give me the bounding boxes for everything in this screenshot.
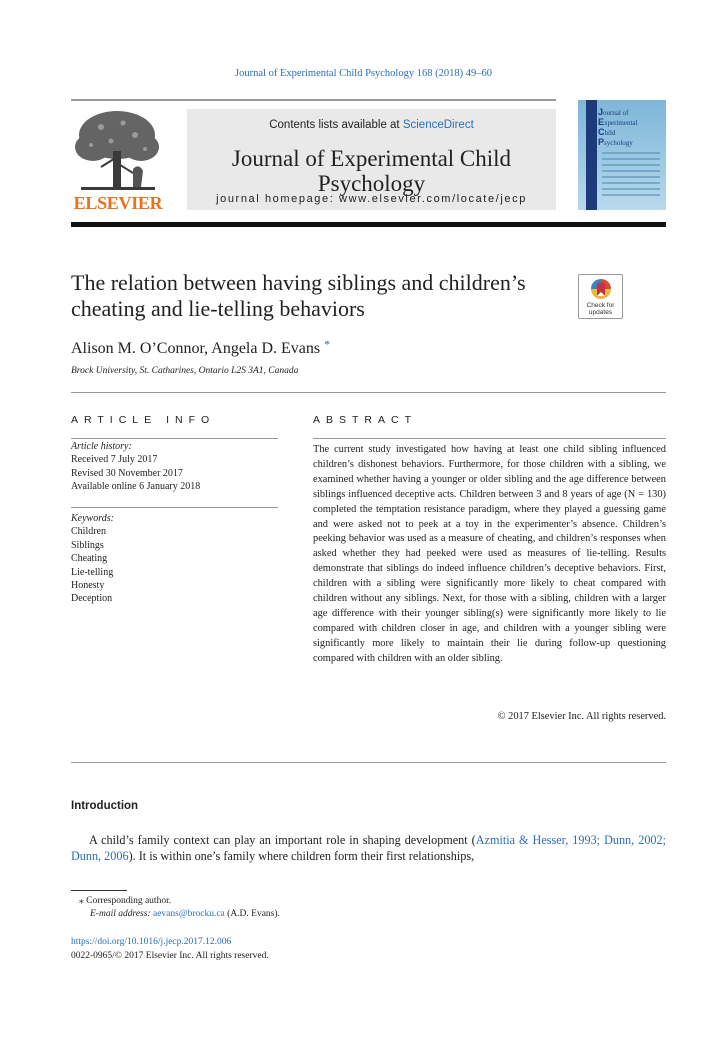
introduction-heading: Introduction (71, 800, 139, 812)
check-for-updates-button[interactable] (578, 274, 623, 319)
contents-prefix: Contents lists available at (269, 119, 403, 131)
sciencedirect-link[interactable]: ScienceDirect (402, 119, 474, 131)
cover-title: Journal of Experimental Child Psychology (598, 107, 638, 147)
masthead-top-rule (71, 99, 556, 101)
contents-line (187, 119, 556, 131)
masthead (71, 99, 666, 227)
journal-title-line-2: Psychology (317, 171, 426, 196)
history-online: Available online 6 January 2018 (71, 481, 201, 493)
introduction-paragraph (71, 832, 666, 864)
article-history-label: Article history: (71, 441, 132, 452)
keyword-item: Deception (71, 593, 113, 605)
author-list (71, 337, 330, 358)
keyword-item: Children (71, 526, 106, 538)
article-title: The relation between having siblings and children’s cheating and lie-telling behaviors (71, 270, 526, 321)
author-names: Alison M. O’Connor, Angela D. Evans (71, 340, 321, 357)
intro-text-before: A child’s family context can play an important role in shaping development ( (89, 833, 476, 847)
cover-contents-lines (602, 152, 660, 200)
journal-banner (187, 109, 556, 210)
keyword-item: Honesty (71, 580, 105, 592)
intro-citations-link[interactable]: Azmitia & Hesser, 1993; Dunn, 2002; Dunn, 2006 (71, 833, 666, 863)
email-link[interactable]: aevans@brocku.ca (152, 909, 225, 919)
article-info-rule (71, 438, 278, 439)
journal-homepage[interactable]: journal homepage: www.elsevier.com/locate/jecp (216, 193, 527, 205)
cover-spine (586, 100, 597, 210)
author-affiliation: Brock University, St. Catharines, Ontario L2S 3A1, Canada (71, 366, 299, 376)
journal-citation[interactable]: Journal of Experimental Child Psychology 168 (2018) 49–60 (235, 68, 492, 79)
corresponding-author-marker[interactable]: * (324, 337, 331, 351)
keyword-item: Siblings (71, 539, 104, 551)
divider-top (71, 392, 666, 393)
corresponding-author-footnote: ⁎ Corresponding author. (79, 896, 172, 906)
abstract-copyright: © 2017 Elsevier Inc. All rights reserved. (497, 711, 666, 722)
doi-link[interactable]: https://doi.org/10.1016/j.jecp.2017.12.006 (71, 937, 232, 947)
divider-bottom (71, 762, 666, 763)
journal-title (187, 146, 556, 196)
masthead-bottom-rule (71, 222, 666, 227)
journal-title-line-1: Journal of Experimental Child (231, 146, 512, 171)
email-footnote (90, 909, 280, 919)
journal-cover-thumbnail[interactable] (578, 100, 666, 210)
history-revised: Revised 30 November 2017 (71, 467, 183, 479)
abstract-text: The current study investigated how having at least one child sibling influenced children’s dishonest behaviors. Furthermore, for those children with a sibling, we examined whether having a younger or older sibling and the age difference between siblings influenced deceptive acts. Children between 3 and 8 years of age (N = 130) completed the temptation resistance paradigm, where they played a guessing game and were asked not to peek at a toy in the experimenter’s absence. Children’s peeking behavior was used as a measure of cheating, and children’s responses when asked whether they had peeked were used as measures of lie-telling. Results demonstrate that siblings do indeed influence children’s deceptive behaviors. First, children with a sibling were significantly more likely to cheat compared with children without any siblings. Next, for those with a sibling, children with a larger age difference with their younger sibling(s) were significantly more likely to lie compared with children closer in age, and children with a younger sibling were significantly more likely to maintain their lie during follow-up questioning compared with children with an older sibling. (313, 444, 666, 664)
email-suffix: (A.D. Evans). (224, 909, 280, 919)
keywords (71, 512, 278, 606)
publisher-name: ELSEVIER (73, 193, 163, 213)
abstract-rule (313, 438, 666, 439)
footnote-rule (71, 890, 127, 891)
email-label: E-mail address: (90, 909, 151, 919)
issn-copyright: 0022-0965/© 2017 Elsevier Inc. All rights reserved. (71, 951, 269, 961)
history-received: Received 7 July 2017 (71, 454, 158, 466)
crossmark-label: Check for updates (586, 302, 615, 316)
abstract-heading: ABSTRACT (313, 414, 418, 426)
keyword-item: Lie-telling (71, 566, 114, 578)
keyword-item: Cheating (71, 553, 108, 565)
article-info-heading: ARTICLE INFO (71, 414, 216, 426)
keywords-rule (71, 507, 278, 508)
crossmark-icon (590, 278, 612, 302)
intro-text-after: ). It is within one’s family where children form their first relationships, (128, 849, 475, 863)
article-history (71, 440, 278, 494)
keywords-label: Keywords: (71, 513, 114, 524)
